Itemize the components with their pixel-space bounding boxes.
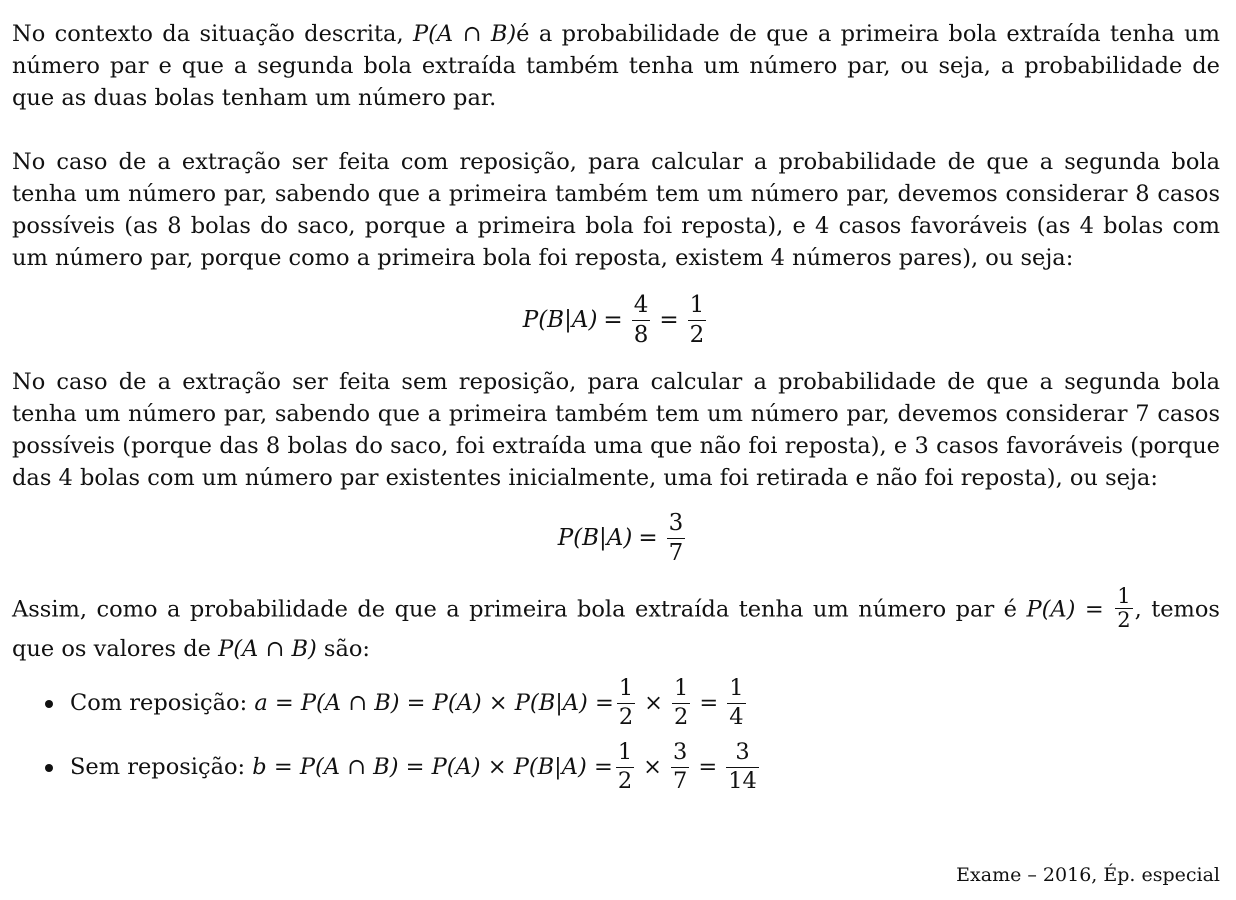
intersection-probability-math: P(A ∩ B) xyxy=(413,21,517,47)
bullet-expression: b = P(A ∩ B) = P(A) × P(B|A) = xyxy=(252,754,613,780)
paragraph1-text-end: é a probabilidade de que a primeira bola extraída tenha um número par e que a segunda bola extraída também tenha um número par, ou seja, a probabilidade de que as duas bolas tenham um número par. xyxy=(12,21,1220,111)
probability-a-math: P(A) xyxy=(1026,596,1076,623)
equation1-lhs: P(B|A) xyxy=(522,307,598,333)
list-item-with-replacement xyxy=(12,671,1220,735)
fraction-numerator: 1 xyxy=(729,674,744,701)
list-item-without-replacement xyxy=(12,735,1220,799)
fraction-numerator: 1 xyxy=(1117,584,1131,608)
equation2-equals: = xyxy=(638,525,658,551)
fraction-numerator: 1 xyxy=(674,674,689,701)
paragraph-conclusion xyxy=(12,584,1220,665)
fraction-denominator: 2 xyxy=(1117,608,1131,632)
fraction-denominator: 14 xyxy=(728,767,757,794)
fraction-denominator: 2 xyxy=(674,703,689,730)
bullet-expression: a = P(A ∩ B) = P(A) × P(B|A) = xyxy=(254,690,614,716)
equation2-lhs: P(B|A) xyxy=(557,525,633,551)
exam-source-citation: Exame – 2016, Ép. especial xyxy=(956,864,1220,886)
bullet-label: Sem reposição: xyxy=(70,754,246,780)
fraction-one-quarter xyxy=(727,674,745,730)
equals-sign: = xyxy=(699,690,719,716)
fraction-numerator: 3 xyxy=(735,738,750,765)
fraction-numerator: 4 xyxy=(633,292,649,319)
fraction-denominator: 2 xyxy=(689,321,705,348)
equation-without-replacement xyxy=(12,502,1220,574)
fraction-denominator: 2 xyxy=(617,767,633,794)
equals-sign: = xyxy=(698,754,718,780)
fraction-denominator: 8 xyxy=(633,321,649,348)
paragraph4-equals: = xyxy=(1084,596,1104,623)
paragraph4-text-middle: , temos que os valores de xyxy=(12,596,1220,662)
fraction-three-fourteenths xyxy=(726,738,759,794)
paragraph1-text-start: No contexto da situação descrita, xyxy=(12,21,413,47)
fraction-four-eighths xyxy=(632,293,651,346)
paragraph-without-replacement: No caso de a extração ser feita sem reposição, para calcular a probabilidade de que a segunda bola tenha um número par, sabendo que a primeira também tem um número par, devemos considerar 7 casos possíveis (porque das 8 bolas do saco, foi extraída uma que não foi reposta), e 3 casos favoráveis (porque das 4 bolas com um número par existentes inicialmente, uma foi retirada e não foi reposta), ou seja: xyxy=(12,369,1220,491)
fraction-denominator: 7 xyxy=(673,767,688,794)
paragraph4-text-end: são: xyxy=(316,636,371,662)
equation1-equals: = xyxy=(603,307,623,333)
fraction-denominator: 4 xyxy=(729,703,744,730)
paragraph-with-replacement: No caso de a extração ser feita com reposição, para calcular a probabilidade de que a segunda bola tenha um número par, sabendo que a primeira também tem um número par, devemos considerar 8 casos possíveis (as 8 bolas do saco, porque a primeira bola foi reposta), e 4 casos favoráveis (as 4 bolas com um número par, porque como a primeira bola foi reposta, existem 4 números pares), ou seja: xyxy=(12,149,1220,271)
fraction-numerator: 3 xyxy=(673,738,688,765)
equation1-equals-2: = xyxy=(659,307,679,333)
inline-fraction-one-half xyxy=(1115,586,1132,631)
fraction-numerator: 1 xyxy=(618,674,634,701)
fraction-three-sevenths xyxy=(671,738,689,794)
fraction-numerator: 1 xyxy=(689,292,705,319)
times-sign: × xyxy=(644,690,664,716)
fraction-three-sevenths xyxy=(667,511,686,564)
times-sign: × xyxy=(643,754,662,780)
results-list xyxy=(12,671,1220,799)
equation-with-replacement xyxy=(12,284,1220,356)
fraction-denominator: 2 xyxy=(618,703,634,730)
fraction-one-half xyxy=(688,293,707,346)
paragraph4-text-start: Assim, como a probabilidade de que a primeira bola extraída tenha um número par é xyxy=(12,596,1027,623)
fraction-numerator: 1 xyxy=(617,738,633,765)
bullet-label: Com reposição: xyxy=(70,690,248,716)
fraction-one-half xyxy=(616,738,634,794)
fraction-one-half xyxy=(672,674,690,730)
paragraph-intersection-definition xyxy=(12,18,1220,114)
fraction-numerator: 3 xyxy=(668,510,684,537)
fraction-denominator: 7 xyxy=(668,539,684,566)
fraction-one-half xyxy=(617,674,635,730)
intersection-probability-math-2: P(A ∩ B) xyxy=(218,636,317,662)
